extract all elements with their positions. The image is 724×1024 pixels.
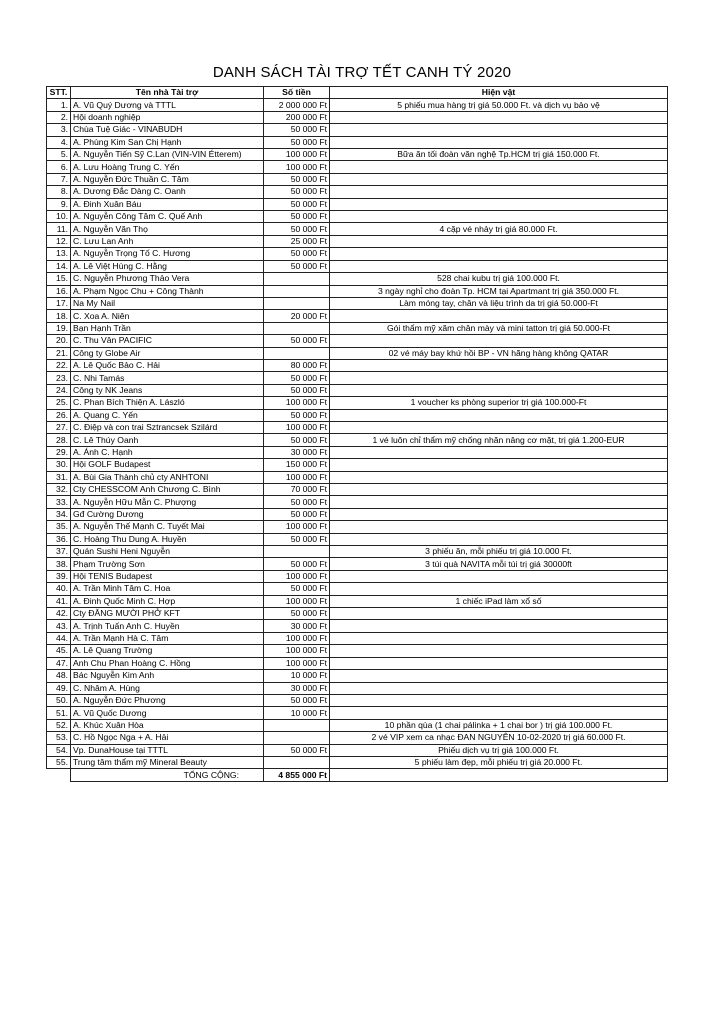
- amount: 200 000 Ft: [264, 111, 330, 123]
- amount: 2 000 000 Ft: [264, 99, 330, 111]
- table-row: [47, 496, 668, 508]
- sponsor-name: C. Lê Thúy Oanh: [71, 434, 264, 446]
- table-row: [47, 161, 668, 173]
- row-number: 31.: [47, 471, 71, 483]
- row-number: 54.: [47, 744, 71, 756]
- sponsor-name: A. Lê Quang Trường: [71, 645, 264, 657]
- amount: 50 000 Ft: [264, 533, 330, 545]
- sponsor-name: C. Nhi Tamás: [71, 372, 264, 384]
- sponsor-name: A. Bùi Gia Thành chủ cty ANHTONI: [71, 471, 264, 483]
- in-kind-item: 2 vé VIP xem ca nhạc ĐAN NGUYÊN 10-02-2020 trị giá 60.000 Ft.: [330, 732, 668, 744]
- table-row: [47, 682, 668, 694]
- row-number: 44.: [47, 632, 71, 644]
- amount: 100 000 Ft: [264, 471, 330, 483]
- table-row: [47, 173, 668, 185]
- sponsor-name: A. Nguyễn Tiến Sỹ C.Lan (VIN-VIN Étterem): [71, 149, 264, 161]
- sponsor-name: Công ty Globe Air: [71, 347, 264, 359]
- table-row: [47, 570, 668, 582]
- document-title: DANH SÁCH TÀI TRỢ TẾT CANH TÝ 2020: [212, 64, 512, 81]
- in-kind-item: [330, 248, 668, 260]
- row-number: 1.: [47, 99, 71, 111]
- in-kind-item: [330, 260, 668, 272]
- sponsor-name: C. Lưu Lan Anh: [71, 235, 264, 247]
- in-kind-item: [330, 496, 668, 508]
- amount: 50 000 Ft: [264, 136, 330, 148]
- row-number: 23.: [47, 372, 71, 384]
- amount: 50 000 Ft: [264, 434, 330, 446]
- row-number: 17.: [47, 297, 71, 309]
- table-row: [47, 434, 668, 446]
- table-row: [47, 694, 668, 706]
- table-row: [47, 632, 668, 644]
- table-row: [47, 235, 668, 247]
- row-number: 7.: [47, 173, 71, 185]
- amount: [264, 322, 330, 334]
- row-number: 4.: [47, 136, 71, 148]
- row-number: 33.: [47, 496, 71, 508]
- sponsor-name: Hội TENIS Budapest: [71, 570, 264, 582]
- row-number: 36.: [47, 533, 71, 545]
- in-kind-item: [330, 471, 668, 483]
- table-row: [47, 521, 668, 533]
- sponsor-name: A. Đinh Quốc Minh C. Hợp: [71, 595, 264, 607]
- row-number: 50.: [47, 694, 71, 706]
- row-number: 42.: [47, 608, 71, 620]
- in-kind-item: [330, 446, 668, 458]
- table-row: [47, 707, 668, 719]
- in-kind-item: Gói thẩm mỹ xăm chân mày và mini tatton trị giá 50.000-Ft: [330, 322, 668, 334]
- row-number: 45.: [47, 645, 71, 657]
- amount: 100 000 Ft: [264, 161, 330, 173]
- header-stt: STT.: [47, 87, 71, 99]
- sponsor-name: C. Thu Vân PACIFIC: [71, 335, 264, 347]
- in-kind-item: [330, 136, 668, 148]
- sponsor-table: [46, 86, 668, 782]
- table-row: [47, 558, 668, 570]
- amount: 50 000 Ft: [264, 186, 330, 198]
- sponsor-name: Gđ Cường Dương: [71, 508, 264, 520]
- sponsor-name: A. Trịnh Tuấn Anh C. Huyền: [71, 620, 264, 632]
- sponsor-name: A. Nguyễn Đức Thuần C. Tâm: [71, 173, 264, 185]
- table-row: [47, 471, 668, 483]
- amount: 70 000 Ft: [264, 484, 330, 496]
- row-number: 53.: [47, 732, 71, 744]
- row-number: 47.: [47, 657, 71, 669]
- in-kind-item: 1 vé luôn chỉ thẩm mỹ chống nhăn nâng cơ mặt, trị giá 1.200-EUR: [330, 434, 668, 446]
- table-row: [47, 744, 668, 756]
- table-row: [47, 149, 668, 161]
- amount: 100 000 Ft: [264, 595, 330, 607]
- table-row: [47, 546, 668, 558]
- in-kind-item: 3 túi quà NAVITA mỗi túi trị giá 30000ft: [330, 558, 668, 570]
- sponsor-name: C. Phan Bích Thiện A. László: [71, 397, 264, 409]
- amount: 50 000 Ft: [264, 260, 330, 272]
- sponsor-name: C. Điệp và con trai Sztrancsek Szilárd: [71, 421, 264, 433]
- row-number: 52.: [47, 719, 71, 731]
- sponsor-name: C. Nhâm A. Hùng: [71, 682, 264, 694]
- amount: 150 000 Ft: [264, 459, 330, 471]
- row-number: 10.: [47, 211, 71, 223]
- sponsor-name: A. Lưu Hoàng Trung C. Yến: [71, 161, 264, 173]
- in-kind-item: [330, 111, 668, 123]
- in-kind-item: Làm móng tay, chân và liệu trình da trị giá 50.000-Ft: [330, 297, 668, 309]
- amount: 30 000 Ft: [264, 620, 330, 632]
- table-row: [47, 583, 668, 595]
- table-row: [47, 446, 668, 458]
- amount: 50 000 Ft: [264, 198, 330, 210]
- row-number: 14.: [47, 260, 71, 272]
- in-kind-item: Phiếu dịch vụ trị giá 100.000 Ft.: [330, 744, 668, 756]
- table-row: [47, 136, 668, 148]
- sponsor-name: A. Phạm Ngọc Chu + Công Thành: [71, 285, 264, 297]
- in-kind-item: [330, 632, 668, 644]
- table-row: [47, 273, 668, 285]
- row-number: 12.: [47, 235, 71, 247]
- amount: 50 000 Ft: [264, 694, 330, 706]
- sponsor-name: Hội GOLF Budapest: [71, 459, 264, 471]
- table-row: [47, 211, 668, 223]
- amount: 100 000 Ft: [264, 632, 330, 644]
- sponsor-name: Bác Nguyễn Kim Anh: [71, 670, 264, 682]
- sponsor-name: Na My Nail: [71, 297, 264, 309]
- amount: [264, 297, 330, 309]
- in-kind-item: [330, 335, 668, 347]
- in-kind-item: 02 vé máy bay khứ hồi BP - VN hãng hàng không QATAR: [330, 347, 668, 359]
- in-kind-item: [330, 583, 668, 595]
- table-row: [47, 719, 668, 731]
- in-kind-item: [330, 359, 668, 371]
- header-item: Hiện vật: [330, 87, 668, 99]
- in-kind-item: 3 phiếu ăn, mỗi phiếu trị giá 10.000 Ft.: [330, 546, 668, 558]
- row-number: 26.: [47, 409, 71, 421]
- row-number: 28.: [47, 434, 71, 446]
- row-number: 24.: [47, 384, 71, 396]
- in-kind-item: [330, 186, 668, 198]
- row-number: 6.: [47, 161, 71, 173]
- amount: 10 000 Ft: [264, 707, 330, 719]
- sponsor-name: A. Lê Quốc Bảo C. Hải: [71, 359, 264, 371]
- in-kind-item: [330, 409, 668, 421]
- amount: 20 000 Ft: [264, 310, 330, 322]
- amount: [264, 546, 330, 558]
- row-number: 22.: [47, 359, 71, 371]
- header-amount: Số tiền: [264, 87, 330, 99]
- row-number: 19.: [47, 322, 71, 334]
- sponsor-name: A. Nguyễn Trọng Tố C. Hương: [71, 248, 264, 260]
- row-number: 8.: [47, 186, 71, 198]
- in-kind-item: [330, 459, 668, 471]
- amount: [264, 347, 330, 359]
- sponsor-name: Chùa Tuệ Giác - VINABUDH: [71, 124, 264, 136]
- amount: 50 000 Ft: [264, 384, 330, 396]
- row-number: 21.: [47, 347, 71, 359]
- table-row: [47, 186, 668, 198]
- in-kind-item: [330, 645, 668, 657]
- row-number: 41.: [47, 595, 71, 607]
- row-number: 34.: [47, 508, 71, 520]
- in-kind-item: 10 phần qùa (1 chai pálinka + 1 chai bor ) trị giá 100.000 Ft.: [330, 719, 668, 731]
- in-kind-item: 4 cặp vé nhảy trị giá 80.000 Ft.: [330, 223, 668, 235]
- sponsor-name: C. Xoa A. Niên: [71, 310, 264, 322]
- sponsor-name: A. Nguyễn Thế Mạnh C. Tuyết Mai: [71, 521, 264, 533]
- table-row: [47, 670, 668, 682]
- table-row: [47, 732, 668, 744]
- table-row: [47, 608, 668, 620]
- amount: 30 000 Ft: [264, 682, 330, 694]
- amount: 50 000 Ft: [264, 496, 330, 508]
- in-kind-item: Bữa ăn tối đoàn văn nghệ Tp.HCM trị giá 150.000 Ft.: [330, 149, 668, 161]
- sponsor-name: A. Nguyễn Công Tâm C. Quế Anh: [71, 211, 264, 223]
- sponsor-name: Trung tâm thẩm mỹ Mineral Beauty: [71, 756, 264, 768]
- sponsor-name: A. Đinh Xuân Báu: [71, 198, 264, 210]
- amount: 50 000 Ft: [264, 409, 330, 421]
- amount: [264, 273, 330, 285]
- in-kind-item: 5 phiếu làm đẹp, mỗi phiếu trị giá 20.000 Ft.: [330, 756, 668, 768]
- table-row: [47, 310, 668, 322]
- in-kind-item: 1 chiếc iPad làm xổ số: [330, 595, 668, 607]
- row-number: 48.: [47, 670, 71, 682]
- in-kind-item: [330, 198, 668, 210]
- table-row: [47, 595, 668, 607]
- row-number: 32.: [47, 484, 71, 496]
- in-kind-item: [330, 570, 668, 582]
- table-row: [47, 322, 668, 334]
- sponsor-name: A. Nguyễn Hữu Mẫn C. Phượng: [71, 496, 264, 508]
- sponsor-name: Phạm Trường Sơn: [71, 558, 264, 570]
- table-row: [47, 248, 668, 260]
- in-kind-item: [330, 707, 668, 719]
- row-number: 11.: [47, 223, 71, 235]
- in-kind-item: [330, 657, 668, 669]
- table-row: [47, 297, 668, 309]
- row-number: 49.: [47, 682, 71, 694]
- in-kind-item: [330, 521, 668, 533]
- table-body: [47, 99, 668, 769]
- row-number: 29.: [47, 446, 71, 458]
- amount: 10 000 Ft: [264, 670, 330, 682]
- row-number: 9.: [47, 198, 71, 210]
- in-kind-item: [330, 620, 668, 632]
- in-kind-item: [330, 421, 668, 433]
- sponsor-name: A. Quang C. Yến: [71, 409, 264, 421]
- sponsor-name: A. Trần Minh Tâm C. Hoa: [71, 583, 264, 595]
- amount: 50 000 Ft: [264, 558, 330, 570]
- table-row: [47, 756, 668, 768]
- sponsor-name: A. Vũ Quốc Dương: [71, 707, 264, 719]
- table-row: [47, 285, 668, 297]
- row-number: 39.: [47, 570, 71, 582]
- sponsor-name: A. Trần Mạnh Hà C. Tâm: [71, 632, 264, 644]
- amount: 100 000 Ft: [264, 645, 330, 657]
- sponsor-name: A. Dương Đắc Dàng C. Oanh: [71, 186, 264, 198]
- in-kind-item: [330, 310, 668, 322]
- in-kind-item: [330, 508, 668, 520]
- amount: 50 000 Ft: [264, 744, 330, 756]
- total-row: [47, 769, 668, 781]
- table-row: [47, 384, 668, 396]
- table-row: [47, 508, 668, 520]
- amount: 100 000 Ft: [264, 521, 330, 533]
- in-kind-item: [330, 372, 668, 384]
- row-number: 25.: [47, 397, 71, 409]
- sponsor-name: Quán Sushi Heni Nguyễn: [71, 546, 264, 558]
- row-number: 16.: [47, 285, 71, 297]
- table-row: [47, 111, 668, 123]
- table-row: [47, 421, 668, 433]
- sponsor-name: A. Phùng Kim San Chị Hạnh: [71, 136, 264, 148]
- table-row: [47, 620, 668, 632]
- in-kind-item: 5 phiếu mua hàng trị giá 50.000 Ft. và dịch vụ bảo vệ: [330, 99, 668, 111]
- amount: 50 000 Ft: [264, 335, 330, 347]
- row-number: 40.: [47, 583, 71, 595]
- amount: 100 000 Ft: [264, 149, 330, 161]
- amount: 100 000 Ft: [264, 570, 330, 582]
- total-label: TỔNG CỘNG:: [71, 769, 264, 781]
- in-kind-item: [330, 694, 668, 706]
- table-row: [47, 335, 668, 347]
- row-number: 13.: [47, 248, 71, 260]
- sponsor-name: Bạn Hạnh Trần: [71, 322, 264, 334]
- amount: 50 000 Ft: [264, 211, 330, 223]
- in-kind-item: [330, 211, 668, 223]
- amount: 100 000 Ft: [264, 397, 330, 409]
- table-row: [47, 223, 668, 235]
- sponsor-name: C. Nguyễn Phương Thảo Vera: [71, 273, 264, 285]
- sponsor-name: C. Hoàng Thu Dung A. Huyền: [71, 533, 264, 545]
- in-kind-item: [330, 161, 668, 173]
- sponsor-name: Công ty NK Jeans: [71, 384, 264, 396]
- row-number: 38.: [47, 558, 71, 570]
- amount: 50 000 Ft: [264, 124, 330, 136]
- table-row: [47, 260, 668, 272]
- row-number: 18.: [47, 310, 71, 322]
- sponsor-name: A. Nguyễn Đức Phương: [71, 694, 264, 706]
- amount: 50 000 Ft: [264, 608, 330, 620]
- amount: 30 000 Ft: [264, 446, 330, 458]
- in-kind-item: [330, 670, 668, 682]
- sponsor-name: Cty ĐĂNG MƯỜI PHỞ KFT: [71, 608, 264, 620]
- in-kind-item: [330, 608, 668, 620]
- table-row: [47, 347, 668, 359]
- table-row: [47, 198, 668, 210]
- sponsor-name: Anh Chu Phan Hoàng C. Hồng: [71, 657, 264, 669]
- amount: 50 000 Ft: [264, 583, 330, 595]
- amount: 50 000 Ft: [264, 173, 330, 185]
- total-amount: 4 855 000 Ft: [264, 769, 330, 781]
- in-kind-item: [330, 124, 668, 136]
- in-kind-item: [330, 682, 668, 694]
- amount: [264, 719, 330, 731]
- table-row: [47, 645, 668, 657]
- table-row: [47, 533, 668, 545]
- row-number: 37.: [47, 546, 71, 558]
- in-kind-item: 3 ngày nghỉ cho đoàn Tp. HCM tại Apartmant trị giá 350.000 Ft.: [330, 285, 668, 297]
- table-row: [47, 359, 668, 371]
- table-row: [47, 484, 668, 496]
- amount: [264, 756, 330, 768]
- amount: 100 000 Ft: [264, 421, 330, 433]
- row-number: 20.: [47, 335, 71, 347]
- in-kind-item: 1 voucher ks phòng superior trị giá 100.000-Ft: [330, 397, 668, 409]
- amount: [264, 285, 330, 297]
- in-kind-item: 528 chai kubu trị giá 100.000 Ft.: [330, 273, 668, 285]
- amount: 100 000 Ft: [264, 657, 330, 669]
- row-number: 51.: [47, 707, 71, 719]
- sponsor-name: Cty CHESSCOM Anh Chương C. Bình: [71, 484, 264, 496]
- table-row: [47, 372, 668, 384]
- table-row: [47, 409, 668, 421]
- amount: 50 000 Ft: [264, 248, 330, 260]
- header-sponsor-name: Tên nhà Tài trợ: [71, 87, 264, 99]
- row-number: 35.: [47, 521, 71, 533]
- amount: 25 000 Ft: [264, 235, 330, 247]
- table-row: [47, 657, 668, 669]
- sponsor-name: C. Hồ Ngọc Nga + A. Hải: [71, 732, 264, 744]
- row-number: 5.: [47, 149, 71, 161]
- amount: 50 000 Ft: [264, 223, 330, 235]
- sponsor-name: A. Nguyễn Văn Thọ: [71, 223, 264, 235]
- row-number: 43.: [47, 620, 71, 632]
- in-kind-item: [330, 533, 668, 545]
- in-kind-item: [330, 484, 668, 496]
- sponsor-name: A. Lê Việt Hùng C. Hằng: [71, 260, 264, 272]
- table-header-row: [47, 87, 668, 99]
- sponsor-name: A. Ánh C. Hạnh: [71, 446, 264, 458]
- row-number: 55.: [47, 756, 71, 768]
- total-item-empty: [330, 769, 668, 781]
- sponsor-name: A. Khúc Xuân Hòa: [71, 719, 264, 731]
- table-row: [47, 124, 668, 136]
- amount: 80 000 Ft: [264, 359, 330, 371]
- row-number: 3.: [47, 124, 71, 136]
- row-number: 15.: [47, 273, 71, 285]
- sponsor-name: Vp. DunaHouse tại TTTL: [71, 744, 264, 756]
- row-number: 27.: [47, 421, 71, 433]
- total-spacer: [47, 769, 71, 781]
- sponsor-name: A. Vũ Quý Dương và TTTL: [71, 99, 264, 111]
- row-number: 30.: [47, 459, 71, 471]
- in-kind-item: [330, 384, 668, 396]
- in-kind-item: [330, 235, 668, 247]
- row-number: 2.: [47, 111, 71, 123]
- amount: [264, 732, 330, 744]
- amount: 50 000 Ft: [264, 508, 330, 520]
- in-kind-item: [330, 173, 668, 185]
- sponsor-name: Hội doanh nghiệp: [71, 111, 264, 123]
- table-row: [47, 397, 668, 409]
- amount: 50 000 Ft: [264, 372, 330, 384]
- table-row: [47, 99, 668, 111]
- table-row: [47, 459, 668, 471]
